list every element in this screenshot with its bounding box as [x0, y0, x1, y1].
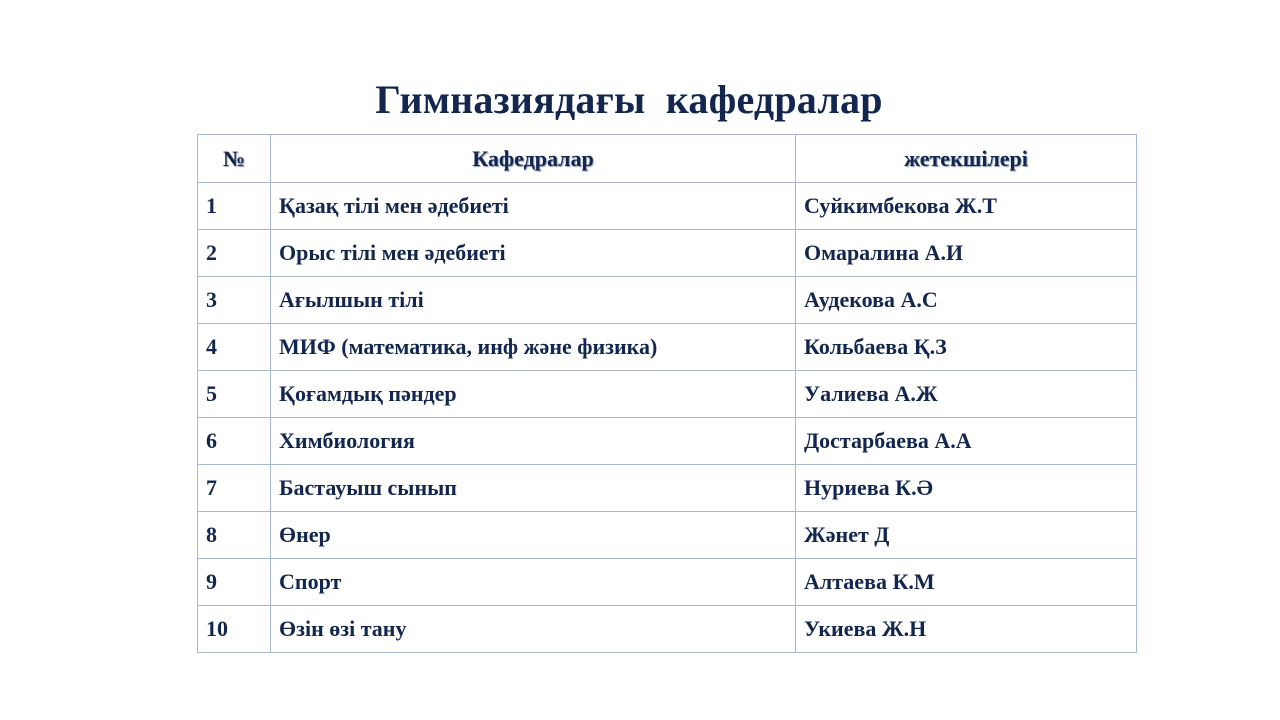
departments-table	[197, 134, 1137, 653]
row-department: Бастауыш сынып	[271, 465, 796, 512]
slide-title: Гимназиядағы кафедралар	[375, 77, 883, 122]
row-department: Қоғамдық пәндер	[271, 371, 796, 418]
row-head: Кольбаева Қ.З	[796, 324, 1137, 371]
header-department: Кафедралар	[271, 135, 796, 183]
row-number: 10	[198, 606, 271, 653]
table-row	[198, 230, 1137, 277]
table-row	[198, 277, 1137, 324]
row-number: 6	[198, 418, 271, 465]
header-number: №	[198, 135, 271, 183]
row-number: 4	[198, 324, 271, 371]
row-head: Уалиева А.Ж	[796, 371, 1137, 418]
table-header-row	[198, 135, 1137, 183]
row-department: Ағылшын тілі	[271, 277, 796, 324]
table-row	[198, 606, 1137, 653]
row-number: 7	[198, 465, 271, 512]
row-head: Омаралина А.И	[796, 230, 1137, 277]
row-department: Химбиология	[271, 418, 796, 465]
table-row	[198, 371, 1137, 418]
row-head: Алтаева К.М	[796, 559, 1137, 606]
row-head: Нуриева К.Ә	[796, 465, 1137, 512]
header-head: жетекшілері	[796, 135, 1137, 183]
row-head: Суйкимбекова Ж.Т	[796, 183, 1137, 230]
row-head: Аудекова А.С	[796, 277, 1137, 324]
row-head: Жәнет Д	[796, 512, 1137, 559]
table-row	[198, 418, 1137, 465]
row-department: Қазақ тілі мен әдебиеті	[271, 183, 796, 230]
row-number: 9	[198, 559, 271, 606]
table-row	[198, 465, 1137, 512]
row-head: Укиева Ж.Н	[796, 606, 1137, 653]
row-number: 3	[198, 277, 271, 324]
table-row	[198, 559, 1137, 606]
row-number: 8	[198, 512, 271, 559]
table-row	[198, 324, 1137, 371]
row-number: 5	[198, 371, 271, 418]
row-department: Өнер	[271, 512, 796, 559]
row-number: 1	[198, 183, 271, 230]
row-department: Орыс тілі мен әдебиеті	[271, 230, 796, 277]
row-number: 2	[198, 230, 271, 277]
table-row	[198, 183, 1137, 230]
row-department: МИФ (математика, инф және физика)	[271, 324, 796, 371]
row-head: Достарбаева А.А	[796, 418, 1137, 465]
row-department: Өзін өзі тану	[271, 606, 796, 653]
table-row	[198, 512, 1137, 559]
row-department: Спорт	[271, 559, 796, 606]
